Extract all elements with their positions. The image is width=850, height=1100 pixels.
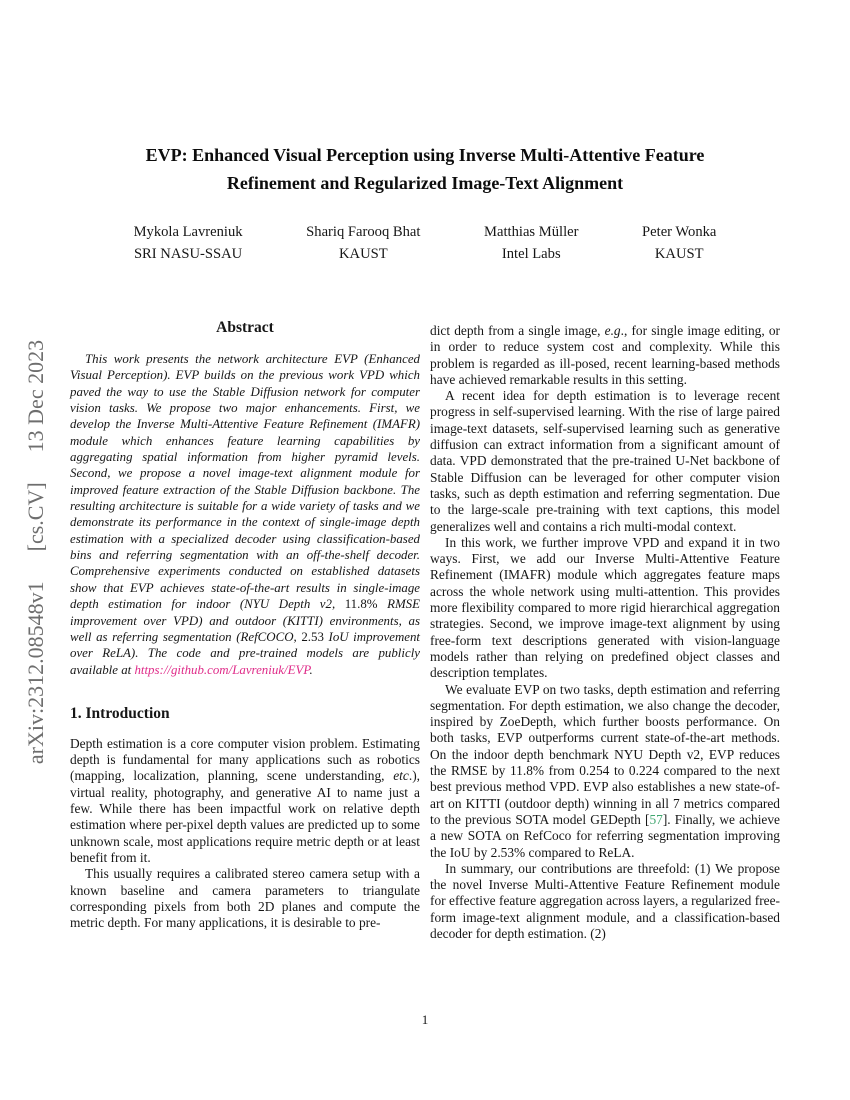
abstract-text xyxy=(70,351,420,678)
author-block xyxy=(484,221,578,265)
author-affiliation: KAUST xyxy=(654,246,704,262)
arxiv-watermark xyxy=(23,340,49,764)
two-column-body xyxy=(70,319,780,942)
right-paragraph-2 xyxy=(430,388,780,535)
paper-title-line1: EVP: Enhanced Visual Perception using Inverse Multi-Attentive Feature xyxy=(145,145,705,165)
right-paragraph-3 xyxy=(430,535,780,682)
page-number: 1 xyxy=(421,1012,429,1027)
author-block xyxy=(642,221,716,265)
text-segment: 2.53 xyxy=(301,629,324,644)
intro-paragraph-1 xyxy=(70,736,420,866)
column-right xyxy=(430,319,780,942)
text-segment: 11.8% xyxy=(344,597,378,612)
author-list xyxy=(70,221,780,265)
author-name: Shariq Farooq Bhat xyxy=(306,224,421,240)
text-segment: ., for single image editing, or in order to reduce system cost and complexity. While this problem is regarded as ill-posed, recent learning-based methods have achieved remarkable results in this setting. xyxy=(430,323,780,387)
right-paragraph-1 xyxy=(430,323,780,388)
citation-57[interactable]: 57 xyxy=(649,811,663,827)
intro-paragraph-2 xyxy=(70,866,420,931)
text-segment: e.g xyxy=(604,323,621,338)
text-segment: .), virtual reality, photography, and generative AI to name just a few. While there has been impactful work on relative depth estimation where per-pixel depth values are predicted up to some unknown scale, most applications require metric depth or at least benefit from it. xyxy=(70,768,420,865)
text-segment: This work presents the network architecture EVP (Enhanced Visual Perception). EVP builds on the previous work VPD which paved the way to use the Stable Diffusion network for computer vision tasks. We propose two major enhancements. First, we develop the Inverse Multi-Attentive Feature Refinement (IMAFR) module which enhances feature learning capabilities by aggregating spatial information from higher pyramid levels. Second, we propose a novel image-text alignment module for improved feature extraction of the Stable Diffusion backbone. The resulting architecture is suitable for a wide variety of tasks and we demonstrate its performance in the context of single-image depth estimation with a specialized decoder using classification-based bins and referring segmentation with an off-the-shelf decoder. Comprehensive experiments conducted on established datasets show that EVP achieves state-of-the-art results in single-image depth estimation for indoor (NYU Depth v2, xyxy=(70,352,420,612)
arxiv-date: 13 Dec 2023 xyxy=(23,339,48,453)
text-segment: IoU improvement over ReLA). The code and pre-trained models are publicly available at xyxy=(70,629,421,677)
author-name: Matthias Müller xyxy=(484,224,579,240)
arxiv-id: arXiv:2312.08548v1 xyxy=(23,581,48,765)
author-affiliation: SRI NASU-SSAU xyxy=(133,246,243,262)
abstract-heading: Abstract xyxy=(216,319,274,336)
text-segment: A recent idea for depth estimation is to leverage recent progress in self-supervised learning. With the rise of large paired image-text datasets, self-supervised learning such as generative diffusion can extract information from a significant amount of data. VPD demonstrated that the pre-trained U-Net backbone of Stable Diffusion can be leveraged for other computer vision tasks, such as depth estimation and referring segmentation. Due to the large-scale pre-training with text captions, this model generalizes well and contains a rich multi-modal context. xyxy=(430,388,780,534)
text-segment: RMSE improvement over VPD) and outdoor (KITTI) environments, as well as referring segmentation (RefCOCO, xyxy=(70,597,421,644)
author-block xyxy=(134,221,243,265)
paper-title xyxy=(70,141,780,197)
text-segment: In this work, we further improve VPD and expand it in two ways. First, we add our Inverse Multi-Attentive Feature Refinement (IMAFR) module which aggregates feature maps across the whole network using multi-attention. This provides more flexibility compared to more rigid hierarchical aggregation strategies. Second, we improve image-text alignment by using free-form text descriptions generated with vision-language models rather than relying on predefined object classes and description templates. xyxy=(430,534,780,681)
github-link[interactable]: https://github.com/Lavreniuk/EVP xyxy=(134,662,310,677)
author-name: Mykola Lavreniuk xyxy=(133,224,243,240)
column-left xyxy=(70,319,420,931)
text-segment: dict depth from a single image, xyxy=(430,323,605,338)
text-segment: In summary, our contributions are threefold: (1) We propose the novel Inverse Multi-Attentive Feature Refinement module for effective feature aggregation across layers, a regularized free-form image-text alignment module, and a classification-based decoder for depth estimation. (2) xyxy=(430,860,780,941)
author-name: Peter Wonka xyxy=(642,224,717,240)
text-segment: . xyxy=(309,662,313,677)
author-affiliation: Intel Labs xyxy=(501,246,561,262)
author-block xyxy=(306,221,420,265)
author-affiliation: KAUST xyxy=(338,246,388,262)
text-segment: Depth estimation is a core computer vision problem. Estimating depth is fundamental for many applications such as robotics (mapping, localization, planning, scene understanding, xyxy=(70,735,420,784)
text-segment: etc xyxy=(393,768,409,784)
section-heading-introduction: 1. Introduction xyxy=(70,704,170,722)
text-segment: This usually requires a calibrated stereo camera setup with a known baseline and camera parameters to triangulate corresponding pixels from both 2D planes and compute the metric depth. For many applications, it is desirable to pre- xyxy=(70,866,420,931)
paper-content xyxy=(70,141,780,942)
text-segment: We evaluate EVP on two tasks, depth estimation and referring segmentation. For depth estimation, we also change the decoder, inspired by ZoeDepth, which further boosts performance. On both tasks, EVP outperforms current state-of-the-art methods. On the indoor depth benchmark NYU Depth v2, EVP reduces the RMSE by 11.8% from 0.254 to 0.224 compared to the next best previous method VPD. EVP also establishes a new state-of-art on KITTI (outdoor depth) winning in all 7 metrics compared to the previous SOTA model GEDepth [ xyxy=(430,681,780,827)
right-paragraph-5 xyxy=(430,861,780,942)
arxiv-category: [cs.CV] xyxy=(23,482,48,552)
text-segment: ]. Finally, we achieve a new SOTA on RefCoco for referring segmentation improving the IoU by 2.53% compared to ReLA. xyxy=(430,811,780,860)
paper-title-line2: Refinement and Regularized Image-Text Alignment xyxy=(226,173,624,193)
right-paragraph-4 xyxy=(430,682,780,861)
